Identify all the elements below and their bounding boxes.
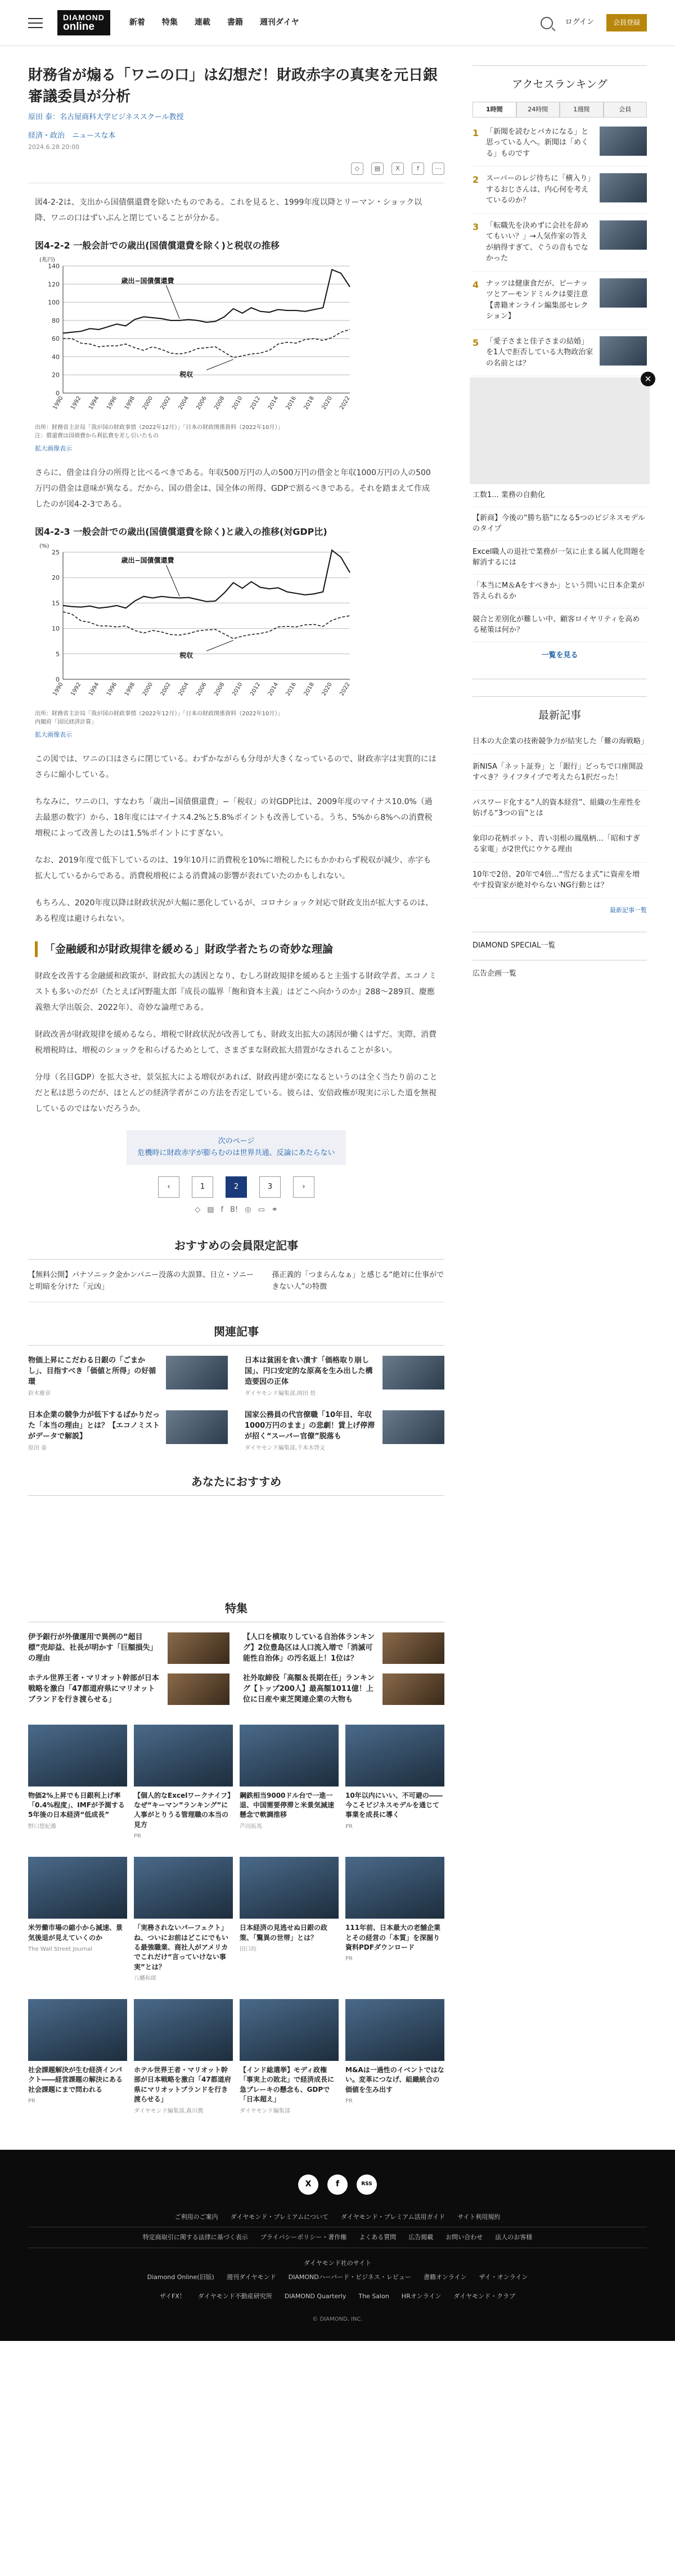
card-image	[240, 1725, 339, 1786]
y-tick-label: 25	[52, 549, 60, 557]
latest-item[interactable]: パスワード化する“人的資本経営”、組織の生産性を妨げる“3つの盲”とは	[472, 791, 647, 827]
card-item[interactable]	[240, 1857, 339, 1983]
ranking-heading: アクセスランキング	[472, 65, 647, 98]
share-bar-bottom	[28, 1204, 444, 1216]
nav-books[interactable]: 書籍	[227, 18, 243, 28]
x-tick-label: 2008	[213, 395, 226, 411]
y-axis-unit: (兆円)	[39, 257, 55, 264]
special-link[interactable]: DIAMOND SPECIAL一覧	[472, 932, 647, 960]
y-tick-label: 100	[48, 299, 60, 306]
card-image	[28, 1999, 127, 2061]
paragraph: 図4-2-2は、支出から国債償還費を除いたものである。これを見ると、1999年度以降とリーマン・ショック以降、ワニの口はずいぶんと閉じていることが分かる。	[35, 197, 422, 223]
rank-number: 1	[472, 127, 479, 138]
copy-link-icon[interactable]: ⚭	[271, 1206, 278, 1215]
y-tick-label: 40	[52, 353, 60, 361]
footer-link[interactable]: 書籍オンライン	[423, 2273, 467, 2281]
x-tick-label: 1996	[105, 682, 119, 697]
x-tick-label: 1992	[70, 682, 83, 697]
x-tick-label: 2018	[303, 682, 316, 697]
x-tick-label: 1990	[52, 395, 65, 411]
next-page-label: 次のページ	[218, 1137, 255, 1146]
x-tick-label: 1994	[88, 395, 101, 411]
ranking-item[interactable]	[472, 330, 647, 377]
feature-item[interactable]	[28, 1673, 230, 1706]
x-tick-label: 1998	[123, 682, 137, 697]
x-tick-label: 1994	[88, 682, 101, 697]
ranking-more-link[interactable]: 一覧を見る	[472, 642, 647, 679]
for-you-placeholder	[28, 1506, 444, 1579]
thumbnail	[168, 1632, 230, 1664]
feature-item[interactable]	[243, 1632, 444, 1664]
rank-number: 5	[472, 337, 479, 348]
logo-bottom: online	[63, 21, 94, 33]
rank-number: 2	[472, 174, 479, 186]
series-label: 税収	[179, 371, 194, 379]
y-tick-label: 15	[52, 599, 60, 607]
search-icon[interactable]	[541, 17, 553, 29]
card-author: ダイヤモンド編集部	[240, 2108, 290, 2114]
series-line-0	[63, 551, 350, 608]
recommended-list	[28, 1270, 444, 1303]
paragraph: もちろん、2020年度以降は財政状況が大幅に悪化しているが、コロナショック対応で財政支出が拡大するのは、ある程度は避けられない。	[35, 898, 433, 923]
thumbnail	[168, 1673, 230, 1705]
paragraph: 財政を改善する金融緩和政策が、財政拡大の誘因となり、むしろ財政規律を緩めると主張する財政学者、エコノミストも多いのだが（たとえば河野龍太郎『成長の臨界「飽和資本主義」はどこへ向かうのか』288〜289頁、慶應義塾大学出版会、2022年）、奇妙な論理である。	[35, 972, 436, 1013]
related-author: 原田 泰	[28, 1445, 47, 1451]
for-you-heading: あなたにおすすめ	[28, 1473, 444, 1496]
card-title: 日本経済の見逃せぬ日銀の政策、「驚異の世帯」とは？	[240, 1924, 328, 1942]
card-item[interactable]	[134, 1725, 233, 1842]
x-tick-label: 1992	[70, 395, 83, 411]
sidebar-item[interactable]: 「本当にM＆Aをすべきか」という問いに日本企業が答えられるか	[472, 575, 647, 608]
article-title: 財務省が煽る「ワニの口」は幻想だ！財政赤字の真実を元日銀審議委員が分析	[28, 67, 438, 105]
footer-link[interactable]: ダイヤモンド・プレミアム活用ガイド	[340, 2213, 446, 2221]
footer-link[interactable]: プライバシーポリシー・著作権	[260, 2234, 347, 2241]
card-author: 八幡和郎	[134, 1975, 156, 1982]
next-page-icon[interactable]: ›	[293, 1176, 314, 1198]
nav-new[interactable]: 新着	[129, 18, 145, 28]
logo[interactable]	[57, 10, 110, 35]
card-author: 野口悠紀雄	[28, 1823, 56, 1830]
footer-links	[28, 2207, 647, 2228]
facebook-share-icon[interactable]: f	[220, 1206, 224, 1215]
card-item[interactable]	[28, 1857, 127, 1983]
hatena-icon[interactable]: B!	[230, 1206, 238, 1215]
facebook-icon[interactable]: f	[327, 2175, 348, 2195]
thumbnail	[600, 278, 647, 308]
feature-title: 伊予銀行が外債運用で異例の“超目標”売却益、社長が明かす「巨額損失」の理由	[28, 1633, 158, 1663]
sidebar-list	[472, 507, 647, 642]
card-author: PR	[28, 2098, 35, 2105]
card-item[interactable]	[28, 1999, 127, 2116]
nav-series[interactable]: 連載	[194, 18, 210, 28]
related-item[interactable]	[28, 1410, 228, 1452]
sites-links	[28, 2287, 647, 2306]
nav-feature[interactable]: 特集	[161, 18, 178, 28]
logo-top: DIAMOND	[63, 13, 105, 22]
feature-title: ホテル世界王者・マリオット幹部が日本戦略を激白「47都道府県にマリオットブランドを行き渡らせる」	[28, 1674, 159, 1704]
paragraph: ちなみに、ワニの口、すなわち「歳出−国債償還費」−「税収」の対GDP比は、2009年度のマイナス10.0%（過去最悪の数字）から、18年度にはマイナス4.2%と5.8%ポイントも改善している。うち、5%から8%への消費税増税によって改善したのは1.5%ポイントにすぎない。	[35, 797, 433, 838]
related-title: 国家公務員の代官僚職「10年目、年収1000万円のまま」の悲劇！賃上げ停滞が招く“スーパー官僚”脱落も	[245, 1411, 375, 1441]
category-links[interactable]: 経済・政治 ニュースな本	[28, 132, 116, 141]
x-tick-label: 2020	[321, 395, 334, 411]
paragraph: なお、2019年度で低下しているのは、19年10月に消費税を10%に増税したにもかかわらず税収が減少、赤字も拡大しているからである。消費税増税による消費減の影響が表れていたのかもしれない。	[35, 855, 431, 881]
close-icon[interactable]: ✕	[641, 372, 655, 386]
login-link[interactable]: ログイン	[565, 18, 594, 27]
thumbnail	[600, 127, 647, 156]
card-title: 10年以内にいい、不可避の――今こそピジネスモデルを通じて事業を成長に導く	[345, 1791, 443, 1819]
card-image	[134, 1725, 233, 1786]
bookmark-icon[interactable]: ◇	[351, 163, 363, 175]
card-item[interactable]	[345, 1857, 444, 1983]
pocket-icon[interactable]: ◎	[245, 1206, 251, 1215]
card-author: 田口坊	[240, 1946, 256, 1952]
card-title: 米労働市場の縮小から減速、景気後退が見えていくのか	[28, 1924, 123, 1942]
rank-title: 「愛子さまと佳子さまの結婚」を1人で拒否している大物政治家の名前とは？	[486, 337, 593, 368]
card-title: 物価2%上昇でも日銀利上げ率「0.4%程度」、IMFが予測する5年後の日本経済“低成長”	[28, 1791, 125, 1819]
prev-page-icon[interactable]: ‹	[158, 1176, 179, 1198]
recommended-item[interactable]: 【無料公開】パナソニック金かンパニー没落の大誤算、日立・ソニーと明暗を分けた「元凶」	[28, 1270, 254, 1291]
thumbnail	[166, 1410, 228, 1444]
next-page-box[interactable]	[127, 1130, 346, 1165]
card-author: PR	[345, 1956, 353, 1963]
card-image	[345, 1999, 444, 2061]
latest-heading: 最新記事	[472, 696, 647, 729]
card-author: The Wall Street Journal	[28, 1946, 93, 1952]
related-author: 鈴木雅章	[28, 1390, 51, 1397]
sidebar-item[interactable]: 【新商】今後の“勝ち筋”になる5つのビジネスモデルのタイプ	[472, 507, 647, 541]
feature-item[interactable]	[243, 1673, 444, 1706]
features-list	[28, 1632, 444, 1705]
series-line-1	[63, 330, 350, 358]
rank-number: 4	[472, 279, 479, 290]
sidebar-item[interactable]: Excel職人の退社で業務が一気に止まる属人化問題を解消するには	[472, 541, 647, 575]
card-image	[28, 1725, 127, 1786]
related-item[interactable]	[245, 1410, 444, 1452]
x-tick-label: 2010	[231, 395, 244, 411]
card-image	[345, 1857, 444, 1919]
y-tick-label: 140	[48, 263, 60, 270]
ranking-item[interactable]	[472, 272, 647, 330]
rank-number: 3	[472, 221, 479, 232]
x-tick-label: 2012	[249, 682, 262, 697]
y-tick-label: 20	[52, 371, 60, 379]
x-tick-label: 2016	[285, 395, 298, 411]
x-tick-label: 2018	[303, 395, 316, 411]
footer-link[interactable]: ダイヤモンド・クラブ	[453, 2293, 516, 2300]
x-tick-label: 2016	[285, 682, 298, 697]
related-author: ダイヤモンド編集部,千本木啓文	[245, 1445, 325, 1451]
card-author: PR	[345, 2098, 353, 2105]
figure-1	[35, 238, 438, 454]
more-share-icon[interactable]: ⋯	[432, 163, 444, 175]
x-tick-label: 2010	[231, 682, 244, 697]
tab-member[interactable]: 会員	[604, 102, 647, 117]
footer-link[interactable]: The Salon	[358, 2293, 389, 2300]
print-icon[interactable]: ▤	[207, 1206, 214, 1215]
footer-link[interactable]: 法人のお客様	[495, 2234, 533, 2241]
y-tick-label: 60	[52, 335, 60, 343]
page-1[interactable]: 1	[192, 1176, 213, 1198]
related-list	[28, 1356, 444, 1452]
x-tick-label: 2004	[177, 395, 190, 411]
latest-item[interactable]: 10年で2倍、20年で4倍…“雪だるま式”に資産を増やす投資家が絶対やらないNG行動とは？	[472, 863, 647, 899]
related-title: 日本企業の競争力が低下するばかりだった「本当の理由」とは？【エコノミストがデータで解説】	[28, 1411, 160, 1441]
ad-planning-link[interactable]: 広告企画一覧	[472, 960, 647, 988]
latest-list	[472, 729, 647, 899]
tab-1w[interactable]: 1週間	[560, 102, 604, 117]
thumbnail	[600, 220, 647, 250]
nav-weekly[interactable]: 週刊ダイヤ	[259, 18, 299, 28]
main-nav	[129, 16, 299, 29]
card-item[interactable]	[28, 1725, 127, 1842]
footer-link[interactable]: Diamond Online(旧版)	[147, 2273, 214, 2281]
card-author: 芦田拓馬	[240, 1823, 262, 1830]
next-page-title: 危機時に財政赤字が膨らむのは世界共通、反論にあたらない	[137, 1149, 335, 1158]
y-axis-unit: (%)	[39, 543, 50, 550]
y-tick-label: 120	[48, 281, 60, 288]
label-leader	[166, 565, 179, 597]
x-share-icon[interactable]: X	[392, 163, 404, 175]
footer-link[interactable]: ザイFX！	[159, 2293, 186, 2300]
footer-link[interactable]: サイト利用規約	[457, 2213, 501, 2221]
card-title: 【インド総選挙】モディ政権「事実上の敗北」で経済成長に急ブレーキの懸念も、GDPで「日本超え」	[240, 2066, 335, 2104]
publish-date: 2024.6.28 20:00	[28, 143, 80, 151]
x-tick-label: 2020	[321, 682, 334, 697]
footer-link[interactable]: ダイヤモンド不動産研究所	[197, 2293, 272, 2300]
card-image	[134, 1857, 233, 1919]
related-title: 日本は貧困を食い潰す「価格取り崩し国」、円口安定的な原高を生み出した構造要因の正体	[245, 1356, 373, 1387]
recommended-item[interactable]: 孫正義的「つまらんなぁ」と感じる“絶対に仕事ができない人”の特徴	[272, 1270, 444, 1291]
card-title: 【個人的なExcelワークナイフ】なぜ“キーマン”ランキング”に人事がとりうる管理職の本当の見方	[134, 1791, 231, 1829]
card-item[interactable]	[345, 1999, 444, 2116]
y-tick-label: 80	[52, 317, 60, 325]
rank-title: ナッツは健康食だが、ピーナッツとアーモンドミルクは要注意【書籍オンライン編集部セレクション】	[486, 279, 588, 321]
card-item[interactable]	[345, 1725, 444, 1842]
menu-icon[interactable]	[28, 18, 43, 28]
card-title: 社会課題解決が生む経済インパクト――経営課題の解決にある社会課題にまで問われる	[28, 2066, 123, 2094]
card-item[interactable]	[240, 1725, 339, 1842]
x-tick-label: 2004	[177, 682, 190, 697]
thumbnail	[382, 1410, 444, 1444]
ranking-item[interactable]	[472, 120, 647, 167]
y-tick-label: 0	[56, 676, 60, 684]
pagination	[28, 1176, 444, 1198]
thumbnail	[600, 336, 647, 366]
footer-link[interactable]: ダイヤモンド・プレミアムについて	[230, 2213, 328, 2221]
card-author: ダイヤモンド編集部,森川潤	[134, 2108, 203, 2114]
figure-title: 図4-2-2 一般会計での歳出(国債償還費を除く)と税収の推移	[35, 240, 280, 251]
ranking-list	[472, 118, 647, 379]
label-leader	[206, 359, 233, 370]
x-tick-label: 1990	[52, 682, 65, 697]
x-tick-label: 2006	[195, 682, 208, 697]
feature-title: 【人口を横取りしている自治体ランキング】2位豊島区は人口流入増で「消滅可能性自治体」の汚名返上！1位は？	[243, 1633, 375, 1663]
print-icon[interactable]: ▤	[371, 163, 384, 175]
y-tick-label: 10	[52, 625, 60, 633]
footer-link[interactable]: よくある質問	[359, 2234, 397, 2241]
rank-title: 「新聞を読むとバカになる」と思っている人へ。新聞は「めくる」ものです	[486, 127, 589, 158]
footer-link[interactable]: 週刊ダイヤモンド	[226, 2273, 276, 2281]
enlarge-link[interactable]: 拡大画像表示	[35, 445, 72, 453]
page-3[interactable]: 3	[259, 1176, 281, 1198]
latest-item[interactable]: 新NISA「ネット証券」と「銀行」どっちで口座開設すべき？ライフタイプで考えたら1択だった！	[472, 755, 647, 791]
rss-icon[interactable]: RSS	[357, 2175, 377, 2195]
y-tick-label: 5	[56, 651, 60, 658]
footer-link[interactable]: 広告掲載	[408, 2234, 434, 2241]
tab-1h[interactable]: 1時間	[472, 102, 516, 117]
x-tick-label: 1998	[123, 395, 137, 411]
footer-link[interactable]: DIAMONDハーバード・ビジネス・レビュー	[288, 2273, 411, 2281]
card-title: 111年前、日本最大の老舗企業とその経営の「本質」を深掘り資料PDFダウンロード	[345, 1924, 441, 1951]
thumbnail	[600, 173, 647, 202]
card-title: ホテル世界王者・マリオット幹部が日本戦略を激白「47都道府県にマリオットブランドを行き渡らせる」	[134, 2066, 231, 2104]
x-tick-label: 2006	[195, 395, 208, 411]
y-tick-label: 20	[52, 574, 60, 582]
ranking-tabs	[472, 102, 647, 118]
related-title: 物価上昇にこだわる日銀の「ごまかし」、目指すべき「価値と所得」の好循環	[28, 1356, 156, 1387]
ad-banner[interactable]	[470, 374, 652, 484]
bookmark-icon[interactable]: ◇	[195, 1206, 201, 1215]
card-author: PR	[345, 1823, 353, 1830]
paragraph: 財政改善が財政規律を緩めるなら、増税で財政状況が改善しても、財政支出拡大の誘因が働くはずだ。実際、消費税増税時は、増税のショックを和らげるためとして、さまざまな財政拡大措置がなされることが多い。	[35, 1030, 436, 1055]
figure-2	[35, 525, 438, 740]
chart-2[interactable]	[35, 539, 438, 707]
facebook-share-icon[interactable]: f	[412, 163, 424, 175]
x-tick-label: 2022	[339, 395, 352, 411]
y-tick-label: 0	[56, 390, 60, 398]
author-link[interactable]: 原田 泰：名古屋商科大学ビジネススクール教授	[28, 113, 184, 122]
latest-item[interactable]: 象印の花柄ポット、青い羽根の鳳凰柄…「昭和すぎる家電」が2世代にウケる理由	[472, 827, 647, 863]
figure-title: 図4-2-3 一般会計での歳出(国債償還費を除く)と歳入の推移(対GDP比)	[35, 526, 327, 537]
share-bar	[28, 163, 444, 183]
copyright: © DIAMOND, INC.	[312, 2316, 363, 2322]
related-item[interactable]	[28, 1356, 228, 1398]
x-tick-label: 2012	[249, 395, 262, 411]
features-heading: 特集	[28, 1599, 444, 1622]
enlarge-link[interactable]: 拡大画像表示	[35, 731, 72, 739]
sites-links	[28, 2268, 647, 2287]
card-image	[240, 1999, 339, 2061]
article-main	[28, 65, 444, 2116]
card-image	[345, 1725, 444, 1786]
feature-title: 社外取締役「高額＆長期在任」ランキング【トップ200人】最高額1011億！上位に日産や東芝関連企業の大物も	[243, 1674, 375, 1704]
card-item[interactable]	[134, 1999, 233, 2116]
x-tick-label: 2002	[159, 395, 172, 411]
card-title: M&Aは一過性のイベントではない。変革につなげ、組織統合の価値を生み出す	[345, 2066, 444, 2094]
x-tick-label: 2002	[159, 682, 172, 697]
footer-links	[28, 2227, 647, 2248]
related-author: ダイヤモンド編集部,岡田 悟	[245, 1390, 316, 1397]
thumbnail	[382, 1632, 444, 1664]
footer-link[interactable]: DIAMOND Quarterly	[284, 2293, 346, 2300]
tab-24h[interactable]: 24時間	[516, 102, 560, 117]
card-image	[28, 1857, 127, 1919]
sidebar-item[interactable]: 工数1... 業務の自動化	[472, 484, 647, 507]
paragraph: さらに、借金は自分の所得と比べるべきである。年収500万円の人の500万円の借金と年収1000万円の人の500万円の借金は意味が異なる。だから、国の借金は、国全体の所得、GDPで割るべきである。それを踏まえて作成したのが図4-2-3である。	[35, 468, 431, 509]
line-icon[interactable]: ▭	[258, 1206, 265, 1215]
page-2[interactable]: 2	[226, 1176, 247, 1198]
series-line-0	[63, 270, 350, 333]
label-leader	[206, 640, 233, 651]
card-title: 鋼鉄相当9000ドル台で一進一退、中国需要停滞と米景気減速懸念で軟調推移	[240, 1791, 335, 1819]
footer-link[interactable]: お問い合わせ	[446, 2234, 483, 2241]
sites-heading: ダイヤモンド社のサイト	[303, 2259, 371, 2267]
series-line-1	[63, 612, 350, 639]
x-tick-label: 1996	[105, 395, 119, 411]
card-image	[134, 1999, 233, 2061]
paragraph: この図では、ワニの口はさらに閉じている。わずかながらも分母が大きくなっているので、財政赤字は実質的にはさらに縮小している。	[35, 754, 436, 779]
section-heading: 「金融緩和が財政規律を緩める」財政学者たちの奇妙な理論	[35, 941, 438, 958]
site-header	[0, 0, 675, 46]
x-tick-label: 2014	[267, 395, 280, 411]
footer-link[interactable]: HRオンライン	[401, 2293, 442, 2300]
latest-item[interactable]: 日本の大企業の技術競争力が結実した「難の海戦略」	[472, 729, 647, 755]
card-item[interactable]	[134, 1857, 233, 1983]
x-tick-label: 2014	[267, 682, 280, 697]
series-label: 歳出−国債償還費	[121, 556, 174, 565]
related-heading: 関連記事	[28, 1323, 444, 1346]
site-footer	[0, 2150, 675, 2341]
figure-note: 出所：財務省主計局「我が国の財政事情（2022年12月）」「日本の財政関係資料（2022年10月）」 内閣府「国民経済計算」	[35, 711, 284, 726]
footer-link[interactable]: 特定商取引に関する法律に基づく表示	[142, 2234, 248, 2241]
ranking-item[interactable]	[472, 166, 647, 214]
x-icon[interactable]: X	[298, 2175, 318, 2195]
card-author: PR	[134, 1833, 141, 1840]
latest-more-link[interactable]: 最新記事一覧	[610, 906, 647, 914]
footer-link[interactable]: ザイ・オンライン	[479, 2273, 528, 2281]
sidebar	[472, 65, 652, 2116]
x-tick-label: 2022	[339, 682, 352, 697]
thumbnail	[382, 1673, 444, 1705]
x-tick-label: 2000	[141, 395, 154, 411]
series-label: 歳出−国債償還費	[121, 277, 174, 285]
figure-note: 出所：財務省主計局「我が国の財政事情（2022年12月）」「日本の財政関係資料（2022年10月）」 注：償還費は国債費から利払費を差し引いたもの	[35, 425, 284, 440]
feature-item[interactable]	[28, 1632, 230, 1664]
x-tick-label: 2008	[213, 682, 226, 697]
thumbnail	[166, 1356, 228, 1389]
footer-link[interactable]: ご利用のご案内	[174, 2213, 218, 2221]
recommended-heading: おすすめの会員限定記事	[28, 1237, 444, 1260]
rank-title: 「転職先を決めずに会社を辞めてもいい？」→人気作家の答えが納得すぎて、ぐうの音もでなかった	[486, 221, 589, 263]
card-grid	[28, 1725, 444, 2116]
related-item[interactable]	[245, 1356, 444, 1398]
card-item[interactable]	[240, 1999, 339, 2116]
series-label: 税収	[179, 652, 194, 660]
card-title: 「実務されないパーフェクト」ね、ついにお前はどこにでもいる最強職業、商社人がアメリカでこれだけ“言っていけない事実”とは？	[134, 1924, 229, 1971]
thumbnail	[382, 1356, 444, 1389]
paragraph: 分母（名目GDP）を拡大させ、景気拡大による増収があれば、財政再建が楽になるというのは全く当たり前のことだと私は思うのだが、ほとんどの経済学者がこの方法を否定している。彼らは、安倍政権が現実に示した道を無視しているのではないだろうか。	[35, 1073, 438, 1114]
register-button[interactable]: 会員登録	[606, 14, 647, 31]
rank-title: スーパーのレジ待ちに「横入り」するおじさんは、内心何を考えているのか？	[486, 174, 591, 205]
card-image	[240, 1857, 339, 1919]
ranking-item[interactable]	[472, 214, 647, 272]
chart-1[interactable]	[35, 252, 438, 421]
x-tick-label: 2000	[141, 682, 154, 697]
sidebar-item[interactable]: 競合と差別化が難しい中、顧客ロイヤリティを高める秘策は何か？	[472, 608, 647, 642]
